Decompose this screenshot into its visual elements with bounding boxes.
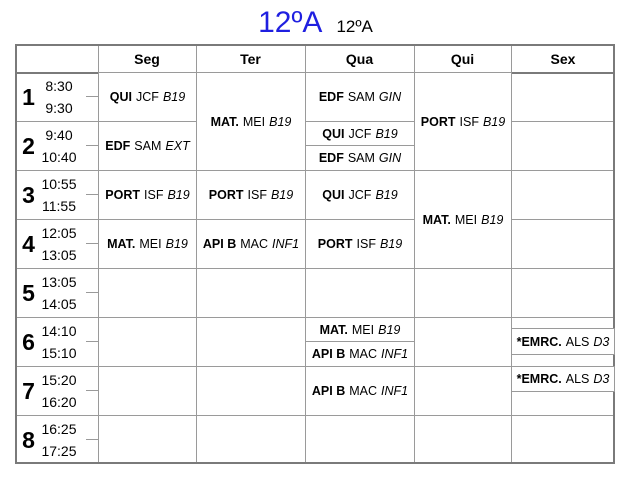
period-number: 5	[22, 280, 35, 306]
class-subtitle: 12ºA	[336, 17, 373, 36]
time-divider	[86, 292, 98, 293]
class-title: 12ºA	[258, 6, 323, 39]
time-divider	[86, 194, 98, 195]
lesson-cell[interactable]: QUI JCF B19	[98, 72, 197, 122]
day-header-sex: Sex	[550, 51, 576, 67]
period-end-time: 13:05	[41, 247, 77, 263]
lesson-cell[interactable]: EDF SAM EXT	[98, 121, 197, 171]
period-number: 1	[22, 84, 35, 110]
period-start-time: 14:10	[41, 323, 77, 339]
day-header-qua: Qua	[345, 51, 374, 67]
period-number: 8	[22, 427, 35, 453]
lesson-cell[interactable]: PORT ISF B19	[305, 219, 415, 269]
time-divider	[86, 243, 98, 244]
time-divider	[86, 341, 98, 342]
period-number: 7	[22, 378, 35, 404]
lesson-cell[interactable]: API B MAC INF1	[196, 219, 306, 269]
lesson-cell[interactable]: PORT ISF B19	[414, 72, 512, 171]
lesson-cell[interactable]: API B MAC INF1	[305, 366, 415, 416]
period-start-time: 16:25	[41, 421, 77, 437]
period-end-time: 9:30	[45, 100, 73, 116]
timetable-title	[0, 6, 631, 40]
period-start-time: 12:05	[41, 225, 77, 241]
period-end-time: 16:20	[41, 394, 77, 410]
period-end-time: 17:25	[41, 443, 77, 459]
lesson-cell[interactable]: *EMRC. ALS D3	[511, 366, 615, 392]
period-number: 3	[22, 182, 35, 208]
lesson-cell[interactable]: MAT. MEI B19	[98, 219, 197, 269]
lesson-cell[interactable]: EDF SAM GIN	[305, 145, 415, 171]
period-end-time: 15:10	[41, 345, 77, 361]
period-start-time: 13:05	[41, 274, 77, 290]
lesson-cell[interactable]: MAT. MEI B19	[414, 170, 512, 269]
lesson-cell[interactable]: API B MAC INF1	[305, 341, 415, 367]
lesson-cell[interactable]: MAT. MEI B19	[196, 72, 306, 171]
period-number: 6	[22, 329, 35, 355]
time-divider	[86, 145, 98, 146]
period-start-time: 10:55	[41, 176, 77, 192]
lesson-cell[interactable]: *EMRC. ALS D3	[511, 328, 615, 355]
lesson-cell[interactable]: EDF SAM GIN	[305, 72, 415, 122]
period-end-time: 11:55	[42, 198, 76, 214]
day-header-seg: Seg	[134, 51, 160, 67]
period-number: 4	[22, 231, 35, 257]
period-end-time: 10:40	[41, 149, 77, 165]
period-start-time: 8:30	[45, 78, 73, 94]
lesson-cell[interactable]: PORT ISF B19	[196, 170, 306, 220]
day-header-qui: Qui	[450, 51, 475, 67]
period-start-time: 9:40	[45, 127, 73, 143]
lesson-cell[interactable]: MAT. MEI B19	[305, 317, 415, 342]
time-divider	[86, 390, 98, 391]
period-start-time: 15:20	[41, 372, 77, 388]
period-end-time: 14:05	[41, 296, 77, 312]
lesson-cell[interactable]: PORT ISF B19	[98, 170, 197, 220]
lesson-cell[interactable]: QUI JCF B19	[305, 121, 415, 146]
day-header-ter: Ter	[240, 51, 261, 67]
lesson-cell[interactable]: QUI JCF B19	[305, 170, 415, 220]
period-number: 2	[22, 133, 35, 159]
timetable-grid	[15, 44, 615, 464]
time-divider	[86, 96, 98, 97]
time-divider	[86, 439, 98, 440]
